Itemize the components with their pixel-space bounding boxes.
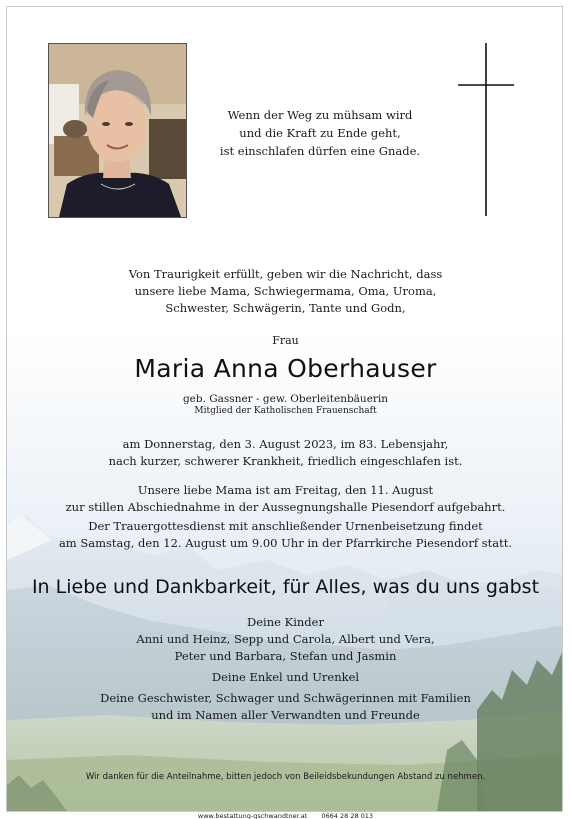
service-details xyxy=(0,518,571,552)
viewing-line: Unsere liebe Mama ist am Freitag, den 11. August xyxy=(137,483,434,497)
membership: Mitglied der Katholischen Frauenschaft xyxy=(194,406,377,416)
death-line: nach kurzer, schwerer Krankheit, friedlich eingeschlafen ist. xyxy=(108,454,463,468)
service-line: Der Trauergottesdienst mit anschließender Urnenbeisetzung findet xyxy=(88,519,483,533)
intro-line: Schwester, Schwägerin, Tante und Godn, xyxy=(165,301,406,315)
footer-phone: 0664 28 28 013 xyxy=(321,812,374,819)
verse-line: und die Kraft zu Ende geht, xyxy=(239,126,401,140)
death-line: am Donnerstag, den 3. August 2023, im 83. Lebensjahr, xyxy=(122,437,449,451)
salutation: Frau xyxy=(272,334,299,347)
mourners-line: Deine Kinder xyxy=(247,615,324,629)
intro-line: unsere liebe Mama, Schwiegermama, Oma, Uroma, xyxy=(134,284,437,298)
mourners-line: und im Namen aller Verwandten und Freunde xyxy=(151,708,420,722)
death-details xyxy=(0,436,571,470)
footer-website[interactable]: www.bestattung-gschwandtner.at xyxy=(197,812,308,819)
intro-text xyxy=(0,266,571,317)
verse-line: ist einschlafen dürfen eine Gnade. xyxy=(219,144,421,158)
mourners-list xyxy=(0,614,571,724)
mourners-line: Anni und Heinz, Sepp und Carola, Albert und Vera, xyxy=(136,632,435,646)
birth-name: geb. Gassner - gew. Oberleitenbäuerin xyxy=(182,393,389,405)
deceased-name: Maria Anna Oberhauser xyxy=(134,354,437,383)
verse-line: Wenn der Weg zu mühsam wird xyxy=(227,108,413,122)
footer xyxy=(0,812,571,819)
viewing-details xyxy=(0,482,571,516)
verse xyxy=(150,106,490,160)
motto: In Liebe und Dankbarkeit, für Alles, was du uns gabst xyxy=(31,576,540,598)
viewing-line: zur stillen Abschiednahme in der Aussegnungshalle Piesendorf aufgebahrt. xyxy=(65,500,506,514)
mourners-line: Deine Enkel und Urenkel xyxy=(211,670,360,684)
mourners-line: Peter und Barbara, Stefan und Jasmin xyxy=(174,649,397,663)
thanks-note: Wir danken für die Anteilnahme, bitten jedoch von Beileidsbekundungen Abstand zu nehmen. xyxy=(85,772,486,782)
intro-line: Von Traurigkeit erfüllt, geben wir die Nachricht, dass xyxy=(128,267,443,281)
mourners-line: Deine Geschwister, Schwager und Schwägerinnen mit Familien xyxy=(100,691,471,705)
service-line: am Samstag, den 12. August um 9.00 Uhr in der Pfarrkirche Piesendorf statt. xyxy=(58,536,513,550)
